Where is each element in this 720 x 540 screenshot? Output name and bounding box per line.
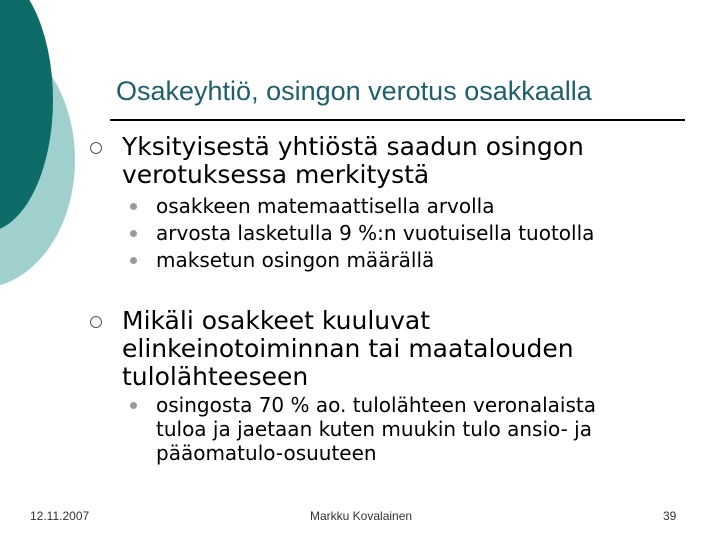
sub-bullet-text: pääomatulo-osuuteen (156, 441, 377, 465)
decorative-corner-shapes (0, 0, 80, 290)
footer-page-number: 39 (663, 509, 677, 523)
sub-bullet-text: osingosta 70 % ao. tulolähteen veronalaista (156, 393, 596, 417)
footer-date: 12.11.2007 (30, 509, 90, 523)
sub-bullet-text: arvosta lasketulla 9 %:n vuotuisella tuotolla (156, 221, 595, 245)
bullet-2-line-2: elinkeinotoiminnan tai maatalouden (122, 334, 574, 363)
dot-bullet-icon (130, 230, 137, 237)
sub-bullet-text: osakkeen matemaattisella arvolla (156, 194, 495, 218)
bullet-1-line-2: verotuksessa merkitystä (122, 160, 430, 189)
bullet-2-line-1: Mikäli osakkeet kuuluvat (122, 306, 431, 335)
dot-bullet-icon (130, 257, 137, 264)
title-underline (110, 119, 685, 121)
bullet-2-line-3: tulolähteeseen (122, 362, 309, 391)
slide-title: Osakeyhtiö, osingon verotus osakkaalla (116, 76, 592, 106)
sub-bullet-text: maksetun osingon määrällä (156, 248, 435, 272)
dot-bullet-icon (130, 402, 137, 409)
bullet-1-line-1: Yksityisestä yhtiöstä saadun osingon (122, 132, 584, 161)
sub-bullet-text: tuloa ja jaetaan kuten muukin tulo ansio- ja (156, 417, 592, 441)
dot-bullet-icon (130, 203, 137, 210)
circle-bullet-icon (90, 142, 102, 154)
circle-bullet-icon (90, 316, 102, 328)
footer-author: Markku Kovalainen (310, 509, 413, 523)
